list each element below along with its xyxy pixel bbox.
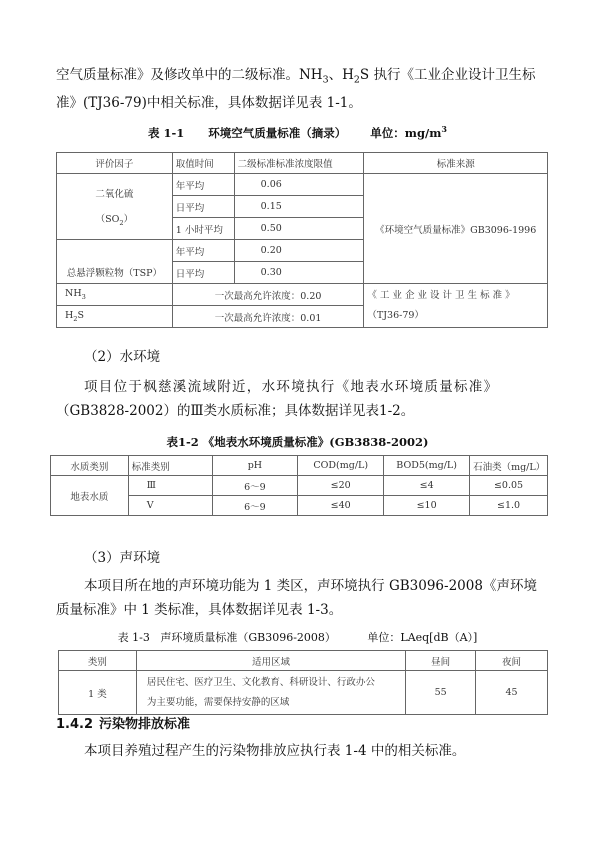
t3-type: 1 类	[59, 671, 137, 715]
t2-header: 水质类别	[51, 456, 129, 476]
section-paragraph	[56, 740, 546, 763]
t1-nh3: $NH_3$	[57, 284, 173, 306]
table-cell: 0.30	[234, 262, 364, 284]
sound-text-2: 质量标准》中 1 类标准，具体数据详见表 1-3。	[56, 602, 343, 618]
table-cell: 年平均	[172, 240, 234, 262]
table-cell: 0.06	[234, 174, 364, 196]
table-cell: ≤1.0	[470, 496, 548, 516]
table-cell: 日平均	[172, 196, 234, 218]
table2-caption: 表1-2 《地表水环境质量标准》(GB3838-2002)	[166, 435, 429, 449]
t3-header: 类别	[59, 651, 137, 671]
table-cell: ≤4	[384, 476, 470, 496]
t1-header-factor: 评价因子	[57, 153, 173, 174]
table-cell: 0.50	[234, 218, 364, 240]
noise-table	[58, 650, 548, 715]
sound-text-1: 本项目所在地的声环境功能为 1 类区，声环境执行 GB3096-2008《声环境	[84, 578, 537, 594]
t1-nh3-value: 一次最高允许浓度：0.20	[172, 284, 364, 306]
t1-header-time: 取值时间	[172, 153, 234, 174]
intro-text-c: S 执行《工业企业设计卫生标	[359, 67, 536, 83]
section-text: 本项目养殖过程产生的污染物排放应执行表 1-4 中的相关标准。	[84, 743, 466, 759]
section-heading	[56, 713, 196, 732]
table3-caption: 表 1-3 声环境质量标准（GB3096-2008） 单位：LAeq[dB（A）]	[117, 631, 478, 644]
t1-so2-name: 二氧化硫 $(SO_2)$	[57, 174, 173, 240]
section-title: 污染物排放标准	[99, 717, 191, 732]
table-cell: 6～9	[212, 476, 298, 496]
t1-header-limit: 二级标准标准浓度限值	[234, 153, 364, 174]
table-cell: 0.20	[234, 240, 364, 262]
table-cell: 6～9	[212, 496, 298, 516]
table-cell: 1 小时平均	[172, 218, 234, 240]
intro-text-line2: 准》(TJ36-79)中相关标准，具体数据详见表 1-1。	[56, 94, 362, 111]
t2-header: BOD5(mg/L)	[384, 456, 470, 476]
t1-h2s-value: 一次最高允许浓度：0.01	[172, 306, 364, 328]
t3-day: 55	[406, 671, 476, 715]
sound-heading: （3）声环境	[84, 550, 161, 566]
sound-paragraph-2	[56, 599, 546, 622]
sound-paragraph	[56, 575, 546, 598]
surface-water-table	[50, 455, 548, 516]
intro-paragraph	[56, 64, 546, 115]
t1-tsp-name: 总悬浮颗粒物（TSP）	[57, 240, 173, 284]
intro-sub-h2s: 2	[353, 74, 360, 86]
intro-text-b: 、H	[328, 67, 354, 83]
water-text-2: （GB3828-2002）的Ⅲ类水质标准；具体数据详见表1-2。	[56, 403, 415, 419]
table1-caption: 表 1-1 环境空气质量标准（摘录） 单位：$mg/m^3$	[147, 124, 447, 140]
air-quality-table	[56, 152, 548, 328]
water-paragraph	[56, 376, 546, 399]
water-heading: （2）水环境	[84, 349, 161, 365]
table-cell: ≤40	[298, 496, 384, 516]
t3-night: 45	[476, 671, 548, 715]
section-number: 1.4.2	[56, 717, 94, 732]
t1-source1: 《环境空气质量标准》GB3096-1996	[364, 174, 548, 284]
t3-header: 夜间	[476, 651, 548, 671]
t1-h2s: $H_2S$	[57, 306, 173, 328]
t2-category: 地表水质	[51, 476, 129, 516]
t3-header: 适用区域	[136, 651, 405, 671]
t3-header: 昼间	[406, 651, 476, 671]
t1-header-source: 标准来源	[364, 153, 548, 174]
t3-area: 居民住宅、医疗卫生、文化教育、科研设计、行政办公 为主要功能，需要保持安静的区域	[136, 671, 405, 715]
table-cell: ≤10	[384, 496, 470, 516]
table-cell: Ⅴ	[128, 496, 212, 516]
table-cell: ≤0.05	[470, 476, 548, 496]
table-cell: 日平均	[172, 262, 234, 284]
table-cell: 年平均	[172, 174, 234, 196]
t2-header: pH	[212, 456, 298, 476]
intro-text-a: 空气质量标准》及修改单中的二级标准。NH	[56, 67, 323, 83]
intro-sub-nh3: 3	[322, 74, 329, 86]
water-text-1: 项目位于枫慈溪流域附近，水环境执行《地表水环境质量标准》	[84, 379, 499, 395]
t2-header: 标准类别	[128, 456, 212, 476]
t2-header: COD(mg/L)	[298, 456, 384, 476]
table-cell: ≤20	[298, 476, 384, 496]
table-cell: 0.15	[234, 196, 364, 218]
water-paragraph-2	[56, 400, 546, 423]
t2-header: 石油类（mg/L）	[470, 456, 548, 476]
table-cell: Ⅲ	[128, 476, 212, 496]
t1-source2: 《 工 业 企 业 设 计 卫 生 标 准 》（TJ36-79）	[364, 284, 548, 328]
